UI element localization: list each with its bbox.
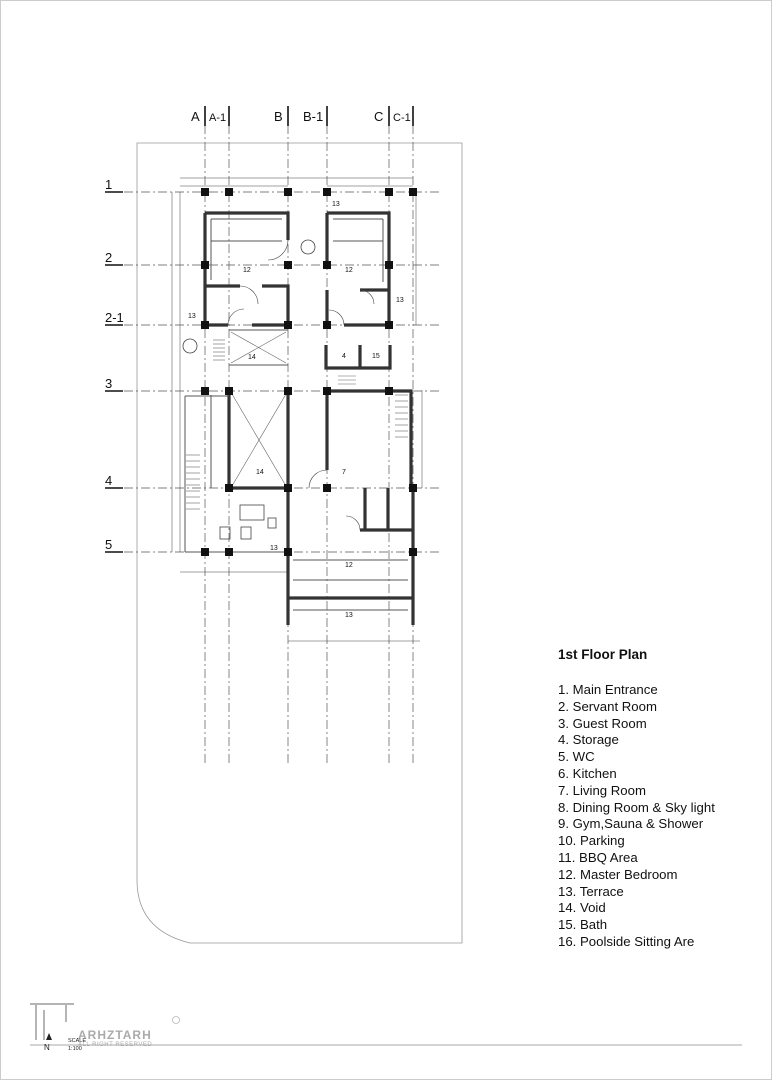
- legend-item: 4. Storage: [558, 732, 619, 748]
- legend-item: 3. Guest Room: [558, 715, 647, 731]
- brand-name: [78, 1028, 152, 1048]
- legend-item: 11. BBQ Area: [558, 849, 638, 865]
- legend-item: 2. Servant Room: [558, 698, 657, 714]
- room-number: 13: [262, 285, 270, 292]
- grid-row-2-1: 2-1: [105, 310, 124, 325]
- room-number: 7: [342, 469, 346, 476]
- plan-title: 1st Floor Plan: [558, 647, 648, 662]
- grid-col-C: C: [374, 109, 384, 124]
- legend-item: 16. Poolside Sitting Are: [558, 933, 695, 949]
- grid-col-A-1: A-1: [209, 112, 227, 124]
- grid-col-B-1: B-1: [303, 109, 324, 124]
- grid-col-B: B: [274, 109, 283, 124]
- north-label: N: [44, 1043, 50, 1052]
- legend-item: 13. Terrace: [558, 883, 624, 899]
- legend-item: 14. Void: [558, 900, 606, 916]
- structural-columns: [201, 188, 417, 556]
- grid-col-A: A: [191, 109, 200, 124]
- room-number: 13: [332, 201, 340, 208]
- grid-row-3: 3: [105, 376, 113, 391]
- column-labels: [191, 109, 411, 124]
- legend-panel: [558, 647, 715, 951]
- room-number: 14: [256, 469, 264, 476]
- row-label-ticks: [105, 192, 123, 552]
- room-number: 14: [248, 354, 256, 361]
- legend-item: 10. Parking: [558, 833, 625, 849]
- legend-item: 1. Main Entrance: [558, 682, 658, 697]
- scale-value: 1:100: [68, 1046, 82, 1052]
- grid-row-4: 4: [105, 473, 113, 488]
- dimension-lines: [172, 178, 422, 641]
- brand-subtitle: ALL RIGHT RESERVED: [78, 1042, 153, 1048]
- scale-label-text: SCALE: [68, 1038, 87, 1044]
- void-cross: [231, 332, 286, 486]
- stairs: [186, 340, 408, 509]
- legend-item: 9. Gym,Sauna & Shower: [558, 816, 704, 832]
- room-legend-list: [558, 682, 715, 951]
- room-number: 4: [342, 353, 346, 360]
- legend-item: 6. Kitchen: [558, 765, 617, 781]
- grid-row-5: 5: [105, 537, 113, 552]
- room-number: 15: [372, 353, 380, 360]
- room-numbers: [188, 201, 404, 619]
- building-walls: [205, 213, 413, 625]
- north-arrow-icon: [46, 1033, 52, 1040]
- vertical-grid-lines: [205, 108, 413, 765]
- room-number: 13: [396, 297, 404, 304]
- legend-item: 7. Living Room: [558, 782, 646, 798]
- scale-label: [68, 1037, 86, 1053]
- legend-item: 5. WC: [558, 749, 595, 765]
- room-number: 12: [243, 267, 251, 274]
- row-labels: [105, 177, 124, 552]
- room-number: 13: [345, 612, 353, 619]
- legend-item: 15. Bath: [558, 917, 608, 933]
- room-number: 12: [345, 562, 353, 569]
- grid-row-2: 2: [105, 250, 113, 265]
- room-number: 12: [345, 267, 353, 274]
- legend-item: 12. Master Bedroom: [558, 866, 678, 882]
- partition-lines: [185, 219, 408, 610]
- room-number: 13: [270, 545, 278, 552]
- room-number: 13: [188, 313, 196, 320]
- legend-item: 8. Dining Room & Sky light: [558, 799, 715, 815]
- grid-col-C-1: C-1: [393, 112, 411, 124]
- grid-row-1: 1: [105, 177, 113, 192]
- brand-name-text: ARHZTARH: [78, 1028, 152, 1042]
